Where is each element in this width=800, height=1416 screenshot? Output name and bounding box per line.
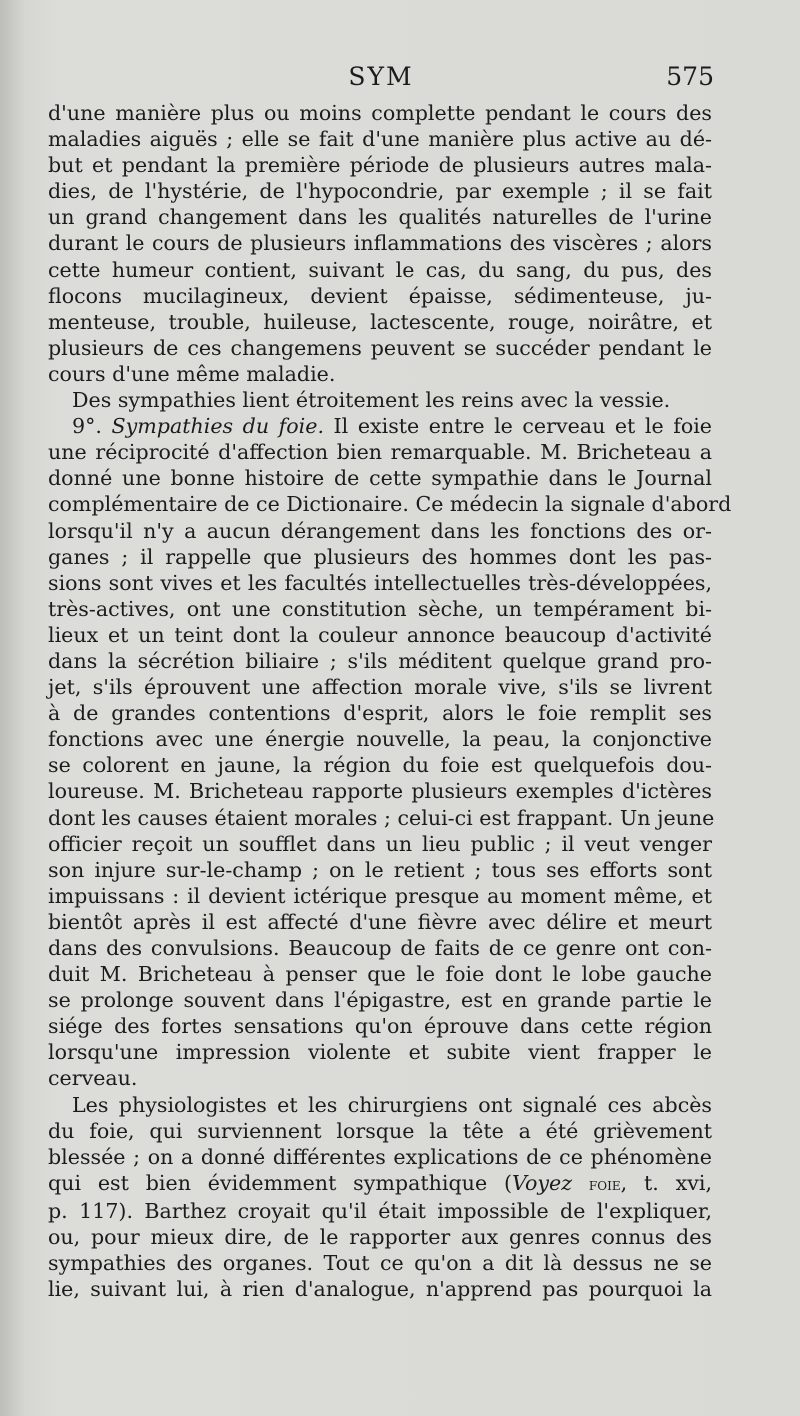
text-line: fonctions avec une énergie nouvelle, la peau, la conjonctive	[48, 727, 712, 752]
text-line: bientôt après il est affecté d'une fièvre avec délire et meurt	[48, 909, 712, 934]
text-line: du foie, qui surviennent lorsque la tête a été grièvement	[48, 1118, 712, 1143]
section-number: 9°.	[72, 414, 102, 439]
text-line: d'une manière plus ou moins complette pendant le cours des	[48, 101, 712, 125]
text-line: durant le cours de plusieurs inflammations des viscères ; alors	[48, 231, 712, 256]
text-line: dans des convulsions. Beaucoup de faits de ce genre ont con-	[48, 936, 712, 960]
page-number: 575	[666, 62, 714, 91]
paragraph	[48, 100, 712, 387]
text-line: cerveau.	[48, 1066, 138, 1091]
section-heading: Sympathies du foie.	[111, 414, 324, 439]
text-line: très-actives, ont une constitution sèche, un tempérament bi-	[48, 596, 712, 621]
text-line: son injure sur-le-champ ; on le retient ; tous ses efforts sont	[48, 857, 712, 882]
text-line: p. 117). Barthez croyait qu'il était impossible de l'expliquer,	[48, 1198, 712, 1223]
text-line: à de grandes contentions d'esprit, alors le foie remplit ses	[48, 701, 712, 726]
text-line: duit M. Bricheteau à penser que le foie dont le lobe gauche	[48, 962, 712, 987]
text-line	[48, 413, 712, 439]
text-line: dont les causes étaient morales ; celui-ci est frappant. Un jeune	[48, 805, 715, 830]
text-line: siége des fortes sensations qu'on éprouve dans cette région	[48, 1014, 712, 1039]
paragraph	[48, 1092, 712, 1303]
text-line: une réciprocité d'affection bien remarquable. M. Bricheteau a	[48, 440, 712, 465]
paragraph-sympathies-du-foie	[48, 413, 732, 1091]
text-line: flocons mucilagineux, devient épaisse, sédimenteuse, ju-	[48, 283, 712, 308]
body-text	[48, 100, 732, 1302]
text-line: Des sympathies lient étroitement les reins avec la vessie.	[72, 388, 671, 413]
paragraph	[48, 387, 712, 413]
text-line: ganes ; il rappelle que plusieurs des hommes dont les pas-	[48, 544, 712, 569]
cross-reference-voyez: Voyez	[512, 1170, 573, 1195]
text-span: qui est bien évidemment sympathique (	[48, 1170, 513, 1195]
text-line: sions sont vives et les facultés intellectuelles très-développées,	[48, 570, 712, 595]
text-line: se prolonge souvent dans l'épigastre, est en grande partie le	[48, 988, 712, 1013]
running-head: SYM	[348, 62, 414, 91]
text-line: jet, s'ils éprouvent une affection morale vive, s'ils se livrent	[48, 675, 712, 700]
text-line: lie, suivant lui, à rien d'analogue, n'apprend pas pourquoi la	[48, 1277, 712, 1302]
text-line: blessée ; on a donné différentes explications de ce phénomène	[48, 1144, 712, 1169]
cross-reference-volume: , t. xvi,	[620, 1170, 713, 1195]
text-line: Les physiologistes et les chirurgiens ont signalé ces abcès	[72, 1092, 712, 1117]
text-line: impuissans : il devient ictérique presque au moment même, et	[48, 883, 712, 908]
text-line: dans la sécrétion biliaire ; s'ils méditent quelque grand pro-	[48, 648, 712, 673]
text-line: lorsqu'il n'y a aucun dérangement dans les fonctions des or-	[48, 518, 712, 543]
text-line: complémentaire de ce Dictionaire. Ce médecin la signale d'abord	[48, 492, 732, 517]
text-line: dies, de l'hystérie, de l'hypocondrie, par exemple ; il se fait	[48, 179, 712, 204]
cross-reference-entry: foie	[588, 1174, 621, 1195]
text-line: menteuse, trouble, huileuse, lactescente, rouge, noirâtre, et	[48, 309, 712, 334]
text-line: but et pendant la première période de plusieurs autres mala-	[48, 153, 712, 178]
text-line: officier reçoit un soufflet dans un lieu public ; il veut venger	[48, 831, 712, 856]
text-line: cours d'une même maladie.	[48, 361, 336, 386]
text-line: ou, pour mieux dire, de le rapporter aux genres connus des	[48, 1225, 712, 1250]
text-line: cette humeur contient, suivant le cas, du sang, du pus, des	[48, 257, 712, 282]
text-line: loureuse. M. Bricheteau rapporte plusieurs exemples d'ictères	[48, 779, 712, 804]
text-line: donné une bonne histoire de cette sympathie dans le Journal	[48, 466, 712, 491]
text-line: se colorent en jaune, la région du foie est quelquefois dou-	[48, 753, 712, 778]
text-line: maladies aiguës ; elle se fait d'une manière plus active au dé-	[48, 127, 712, 152]
text-span: Il existe entre le cerveau et le foie	[333, 414, 712, 439]
text-line	[48, 1170, 712, 1198]
text-line: lieux et un teint dont la couleur annonce beaucoup d'activité	[48, 622, 712, 647]
text-line: sympathies des organes. Tout ce qu'on a dit là dessus ne se	[48, 1251, 712, 1276]
text-line: lorsqu'une impression violente et subite vient frapper le	[48, 1040, 712, 1065]
text-line: un grand changement dans les qualités naturelles de l'urine	[48, 205, 712, 230]
text-line: plusieurs de ces changemens peuvent se succéder pendant le	[48, 335, 712, 360]
page-header	[48, 62, 714, 94]
